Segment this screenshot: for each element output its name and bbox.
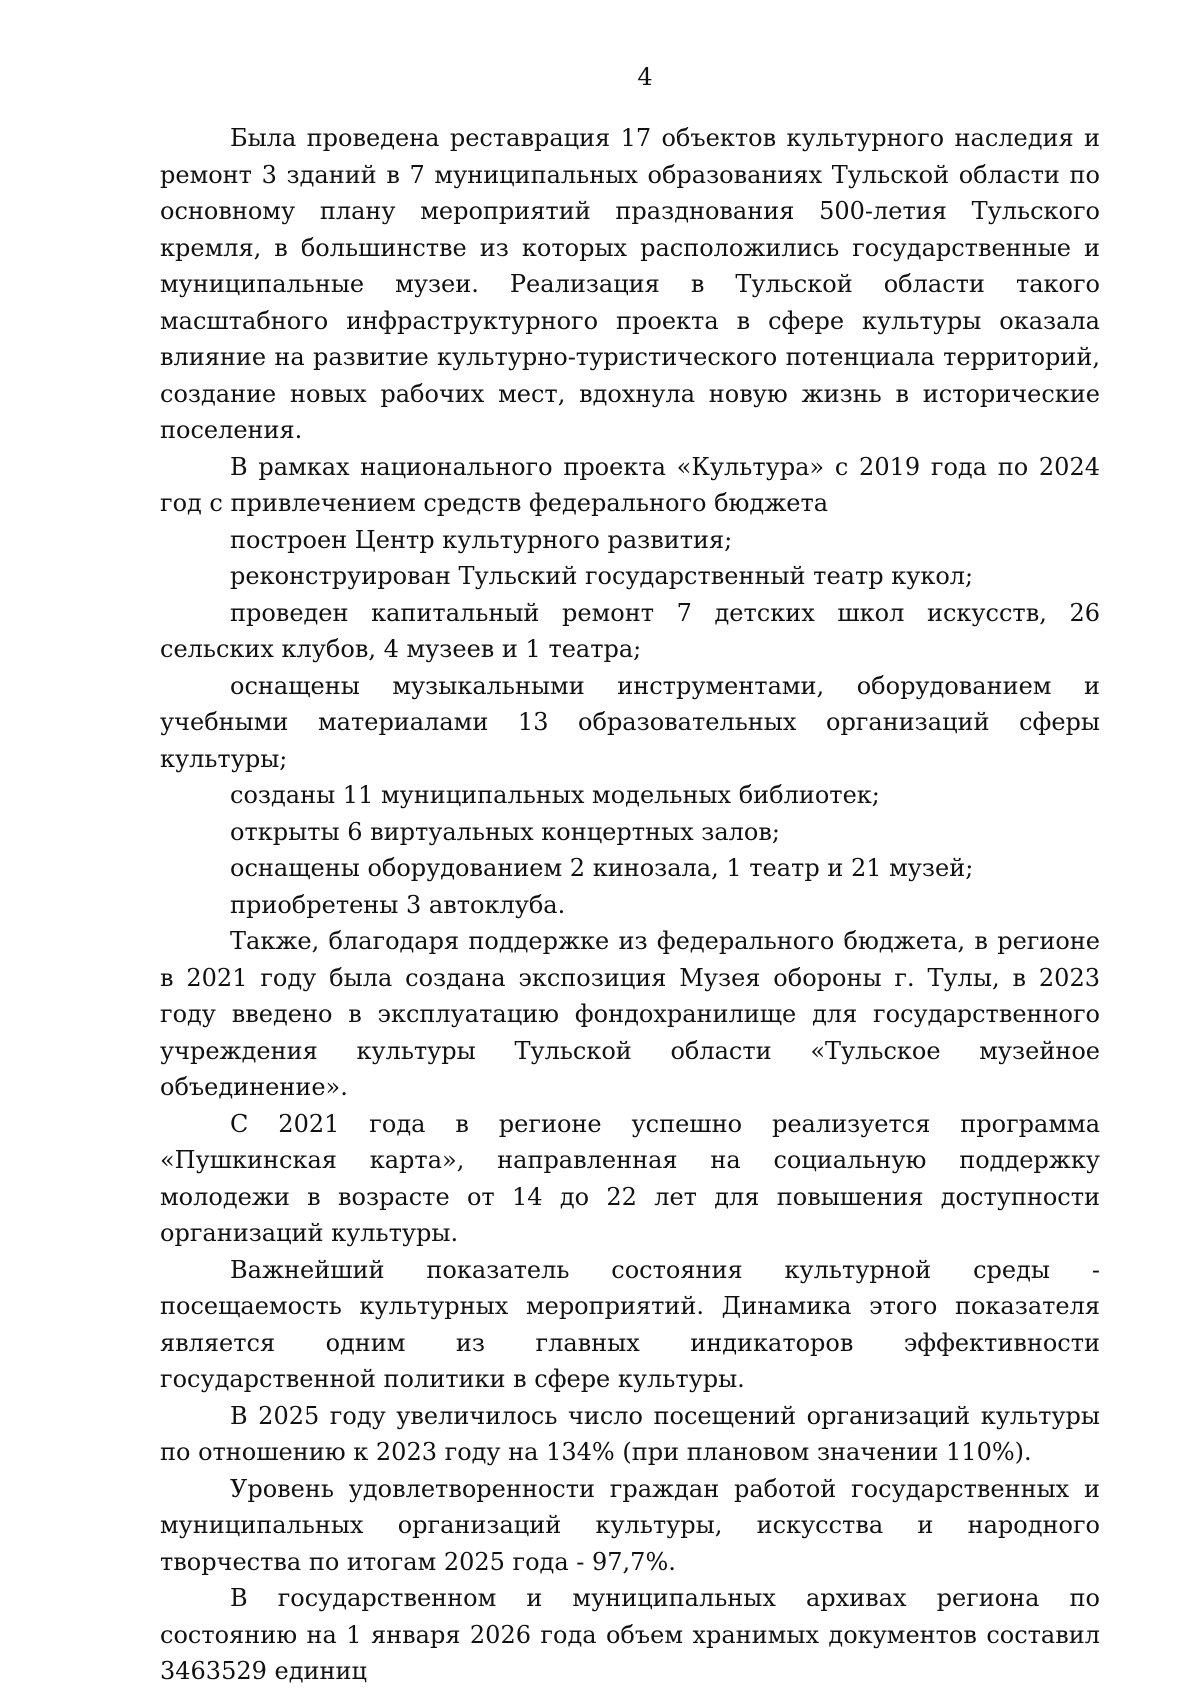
document-page [160,62,1100,1690]
list-item-culture-center: построен Центр культурного развития; [230,525,733,554]
paragraph-visits-growth: В 2025 году увеличилось число посещений организаций культуры по отношению к 2023 году на 134% (при плановом значении 110%). [160,1401,1100,1466]
list-item-concert-halls: открыты 6 виртуальных концертных залов; [230,817,780,846]
list-item-instruments: оснащены музыкальными инструментами, оборудованием и учебными материалами 13 образовательных организаций сферы культуры; [160,671,1100,773]
paragraph-satisfaction: Уровень удовлетворенности граждан работой государственных и муниципальных организаций культуры, искусства и народного творчества по итогам 2025 года - 97,7%. [160,1474,1100,1576]
list-item-libraries: созданы 11 муниципальных модельных библиотек; [230,781,880,809]
paragraph-restoration: Была проведена реставрация 17 объектов культурного наследия и ремонт 3 зданий в 7 муниципальных образованиях Тульской области по основному плану мероприятий празднования 500-летия Тульского кремля, в большинстве из которых расположились государственные и муниципальные музеи. Реализация в Тульской области такого масштабного инфраструктурного проекта в сфере культуры оказала влияние на развитие культурно-туристического потенциала территорий, создание новых рабочих мест, вдохнула новую жизнь в исторические поселения. [160,124,1100,444]
list-item-capital-repair: проведен капитальный ремонт 7 детских школ искусств, 26 сельских клубов, 4 музеев и 1 театра; [160,598,1100,663]
paragraph-pushkin-card: С 2021 года в регионе успешно реализуется программа «Пушкинская карта», направленная на социальную поддержку молодежи в возрасте от 14 до 22 лет для повышения доступности организаций культуры. [160,1109,1100,1247]
list-item-equipment: оснащены оборудованием 2 кинозала, 1 театр и 21 музей; [230,854,974,882]
paragraph-federal-support: Также, благодаря поддержке из федерального бюджета, в регионе в 2021 году была создана экспозиция Музея обороны г. Тулы, в 2023 году введено в эксплуатацию фондохранилище для государственного учреждения культуры Тульской области «Тульское музейное объединение». [160,927,1100,1101]
list-item-puppet-theatre: реконструирован Тульский государственный театр кукол; [230,562,974,590]
list-item-autoclubs: приобретены 3 автоклуба. [230,890,566,919]
paragraph-national-project: В рамках национального проекта «Культура» с 2019 года по 2024 год с привлечением средств федерального бюджета [160,452,1100,517]
paragraph-attendance: Важнейший показатель состояния культурной среды - посещаемость культурных мероприятий. Динамика этого показателя является одним из главных индикаторов эффективности государственной политики в сфере культуры. [160,1255,1100,1393]
page-number: 4 [637,63,653,91]
paragraph-archives: В государственном и муниципальных архивах региона по состоянию на 1 января 2026 года объем хранимых документов составил 3463529 единиц [160,1584,1100,1685]
